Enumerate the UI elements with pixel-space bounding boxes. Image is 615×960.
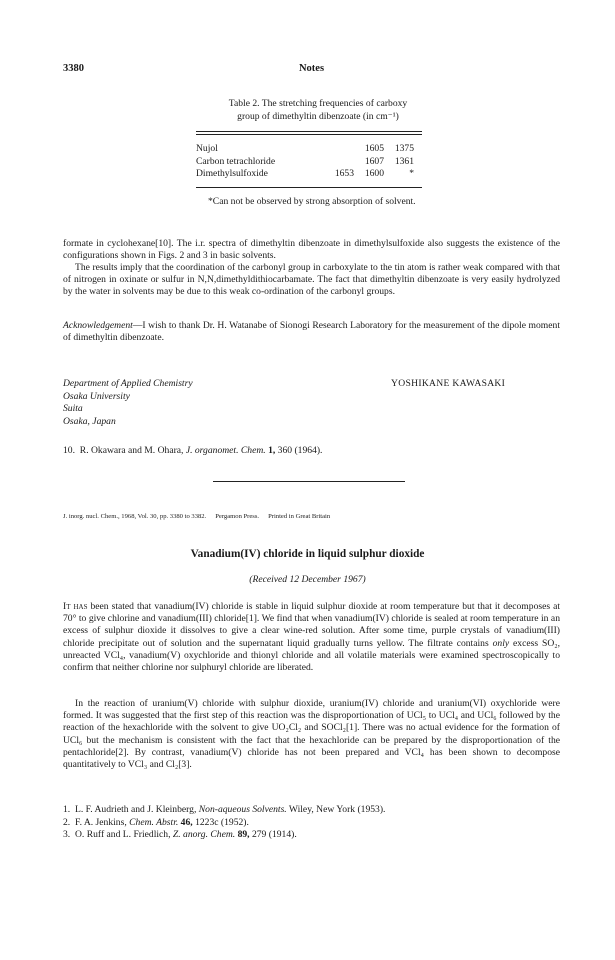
table-top-rule-2 [196, 134, 422, 135]
article-paragraph-1 [63, 601, 560, 674]
table-row [196, 156, 414, 169]
reference-item [63, 804, 560, 817]
table-cell-value: 1361 [394, 155, 414, 167]
reference-volume: 1, [265, 445, 276, 456]
reference-authors: L. F. Audrieth and J. Kleinberg, [75, 804, 199, 815]
reference-authors: O. Ruff and L. Friedlich, [75, 829, 173, 841]
reference-authors: R. Okawara and M. Ohara, [79, 445, 186, 456]
journal-printed: Printed in Great Britain [268, 513, 331, 520]
received-date: (Received 12 December 1967) [249, 574, 366, 585]
table-row [196, 143, 414, 156]
table-bottom-rule [196, 187, 422, 188]
acknowledgement-text: —I wish to thank Dr. H. Watanabe of Sionogi Research Laboratory for the measurement of the dipole moment of dimethyltin dibenzoate. [63, 320, 560, 344]
table-cell-value: * [409, 168, 414, 179]
table-top-rule [196, 131, 422, 132]
reference-number: 1. [63, 804, 71, 815]
references [63, 804, 560, 842]
reference-journal: J. organomet. Chem. [185, 445, 266, 456]
table-cell-value: 1375 [394, 143, 414, 154]
reference-journal: Chem. Abstr. [129, 816, 179, 828]
paragraph-lead: It has [63, 601, 88, 612]
reference-journal: Z. anorg. Chem. [172, 829, 236, 841]
page-number: 3380 [63, 63, 84, 74]
table-caption-line-2: group of dimethyltin dibenzoate (in cm⁻¹) [237, 111, 399, 122]
paragraph-text: been stated that vanadium(IV) chloride is stable in liquid sulphur dioxide at room temperature but that it decomposes at 70° to give chlorine and vanadium(III) chloride[1]. We find that when vanadium(IV) chloride is sealed at room temperature in an excess of sulphur dioxide it dissolves to give a clear wine-red solution. After some time, purple crystals of vanadium(III) chloride precipitate out of solution and the supernatant liquid gradually turns yellow. The filtrate contains [63, 601, 561, 649]
article-title: Vanadium(IV) chloride in liquid sulphur dioxide [190, 548, 425, 560]
journal-citation: J. inorg. nucl. Chem., 1968, Vol. 30, pp. 3380 to 3382. [63, 513, 207, 520]
reference-number: 3. [63, 829, 71, 841]
reference-pages: 360 (1964). [275, 445, 323, 456]
paragraph-text-continued: excess SO₂, unreacted VCl₄, vanadium(V) oxychloride and thionyl chloride and all volatile materials were examined spectroscopically to confirm that neither chlorine nor sulphuryl chloride are liberated. [63, 637, 561, 674]
acknowledgement-label: Acknowledgement [63, 320, 133, 331]
reference-volume: 89, [235, 829, 250, 841]
table-cell-solvent: Dimethylsulfoxide [196, 168, 268, 179]
table-cell-value: 1605 [364, 143, 384, 154]
affiliation [63, 378, 193, 428]
reference-item [63, 829, 560, 842]
reference-title: Non-aqueous Solvents. [198, 804, 287, 815]
table-cell-value [324, 143, 354, 156]
table-row [196, 168, 414, 181]
affiliation-department: Department of Applied Chemistry [63, 378, 193, 389]
reference-authors: F. A. Jenkins, [75, 816, 130, 828]
frequency-table [196, 143, 414, 181]
reference-pages: 279 (1914). [249, 829, 297, 841]
reference-number: 10. [63, 445, 75, 456]
table-cell-solvent: Carbon tetrachloride [196, 155, 276, 167]
affiliation-city: Suita [63, 403, 83, 414]
affiliation-university: Osaka University [63, 390, 130, 402]
body-paragraph-2: The results imply that the coordination of the carbonyl group in carboxylate to the tin atom is rather weak compared with that of nitrogen in oxinate or sulfur in N,N,dimethyldithiocarbamate. The fact that dimethyltin dibenzoate is very easily hydrolyzed by the water in solvents may be due to this weak co-ordination of the carbonyl groups. [63, 262, 560, 298]
table-cell-value [324, 156, 354, 169]
body-paragraph-1: formate in cyclohexane[10]. The i.r. spectra of dimethyltin dibenzoate in dimethylsulfoxide also suggests the existence of the configurations shown in Figs. 2 and 3 in basic solvents. [63, 238, 560, 262]
section-separator [213, 481, 405, 482]
affiliation-country: Osaka, Japan [63, 415, 116, 427]
acknowledgement [63, 320, 560, 344]
author-name: YOSHIKANE KAWASAKI [391, 378, 506, 389]
table-caption [203, 97, 433, 123]
reference-number: 2. [63, 816, 71, 828]
journal-publisher: Pergamon Press. [215, 513, 260, 520]
table-footnote: *Can not be observed by strong absorption of solvent. [208, 196, 416, 207]
table-cell-value: 1607 [364, 155, 384, 167]
journal-citation-line [63, 513, 339, 520]
emphasis-only: only [492, 637, 510, 649]
table-cell-solvent: Nujol [196, 143, 218, 154]
table-caption-line-1: Table 2. The stretching frequencies of carboxy [228, 98, 408, 109]
reference-volume: 46, [178, 816, 193, 828]
table-cell-value: 1600 [364, 168, 384, 179]
table-cell-value: 1653 [334, 168, 354, 179]
reference-pages: 1223c (1952). [192, 816, 249, 828]
reference-item [63, 817, 560, 830]
reference-publisher: Wiley, New York (1953). [286, 804, 386, 815]
article-paragraph-2: In the reaction of uranium(V) chloride with sulphur dioxide, uranium(IV) chloride and uranium(VI) oxychloride were formed. It was suggested that the first step of this reaction was the disproportionation of UCl₅ to UCl₄ and UCl₆ followed by the reaction of the hexachloride with the solvent to give UO₂Cl₂ and SOCl₂[1]. There was no actual evidence for the formation of UCl₆ but the mechanism is consistent with the fact that the hexachloride can be prepared by the disproportionation of the pentachloride[2]. By contrast, vanadium(V) chloride has not been prepared and VCl₄ has been shown to decompose quantitatively to VCl₃ and Cl₂[3]. [63, 698, 560, 771]
reference-10 [63, 445, 560, 458]
running-title: Notes [298, 63, 325, 74]
